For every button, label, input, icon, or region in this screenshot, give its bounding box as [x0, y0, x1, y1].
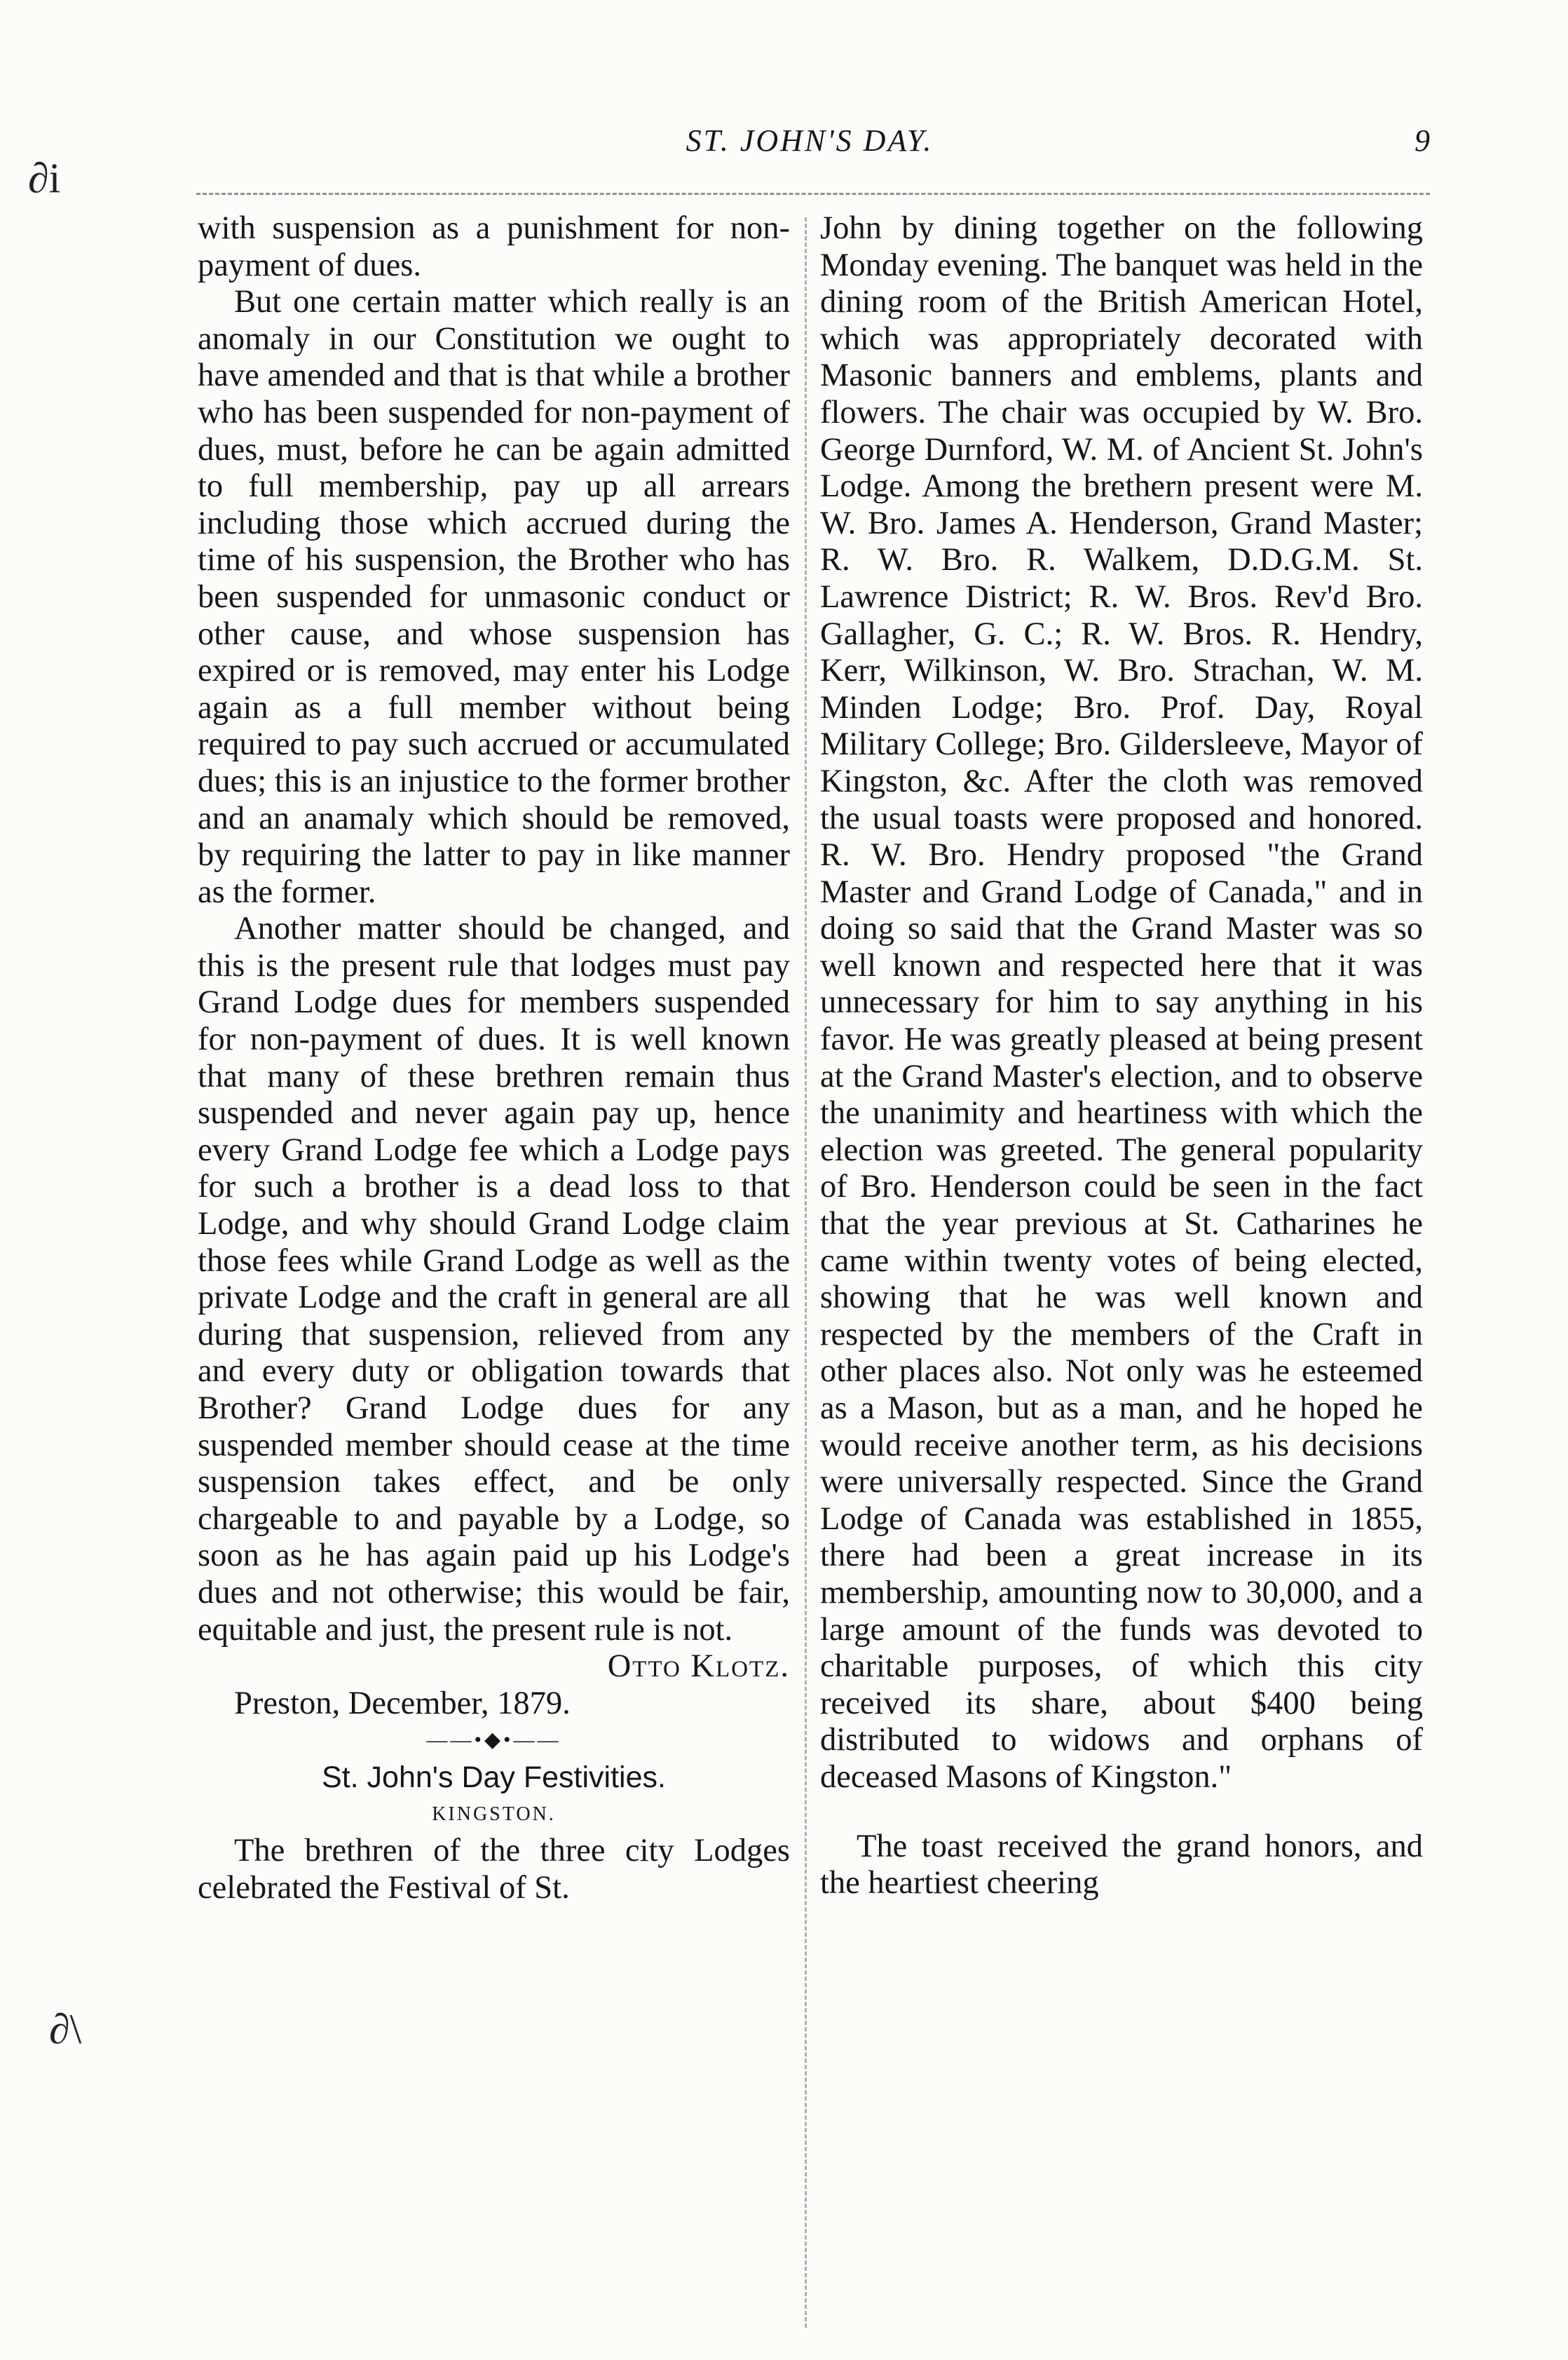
margin-mark-top: ∂i: [28, 155, 61, 201]
right-paragraph-1: John by dining together on the following Monday evening. The banquet was held in the dining room of the British American Hotel, which was appropriately decorated with Masonic banners and emblems, plants and flowers. The chair was occupied by W. Bro. George Durnford, W. M. of Ancient St. John's Lodge. Among the brethern present were M. W. Bro. James A. Henderson, Grand Master; R. W. Bro. R. Walkem, D.D.G.M. St. Lawrence District; R. W. Bros. Rev'd Bro. Gallagher, G. C.; R. W. Bros. R. Hendry, Kerr, Wilkinson, W. Bro. Strachan, W. M. Minden Lodge; Bro. Prof. Day, Royal Military College; Bro. Gildersleeve, Mayor of Kingston, &c. After the cloth was removed the usual toasts were proposed and honored. R. W. Bro. Hendry proposed "the Grand Master and Grand Lodge of Canada," and in doing so said that the Grand Master was so well known and respected here that it was unnecessary for him to say anything in his favor. He was greatly pleased at being present at the Grand Master's election, and to observe the unanimity and heartiness with which the election was greeted. The general popularity of Bro. Henderson could be seen in the fact that the year previous at St. Catharines he came within twenty votes of being elected, showing that he was well known and respected by the members of the Craft in other places also. Not only was he esteemed as a Mason, but as a man, and he hoped he would receive another term, as his decisions were universally respected. Since the Grand Lodge of Canada was established in 1855, there had been a great increase in its membership, amounting now to 30,000, and a large amount of the funds was devoted to charitable purposes, of which this city received its share, about $400 being distributed to widows and orphans of deceased Masons of Kingston.": [820, 210, 1423, 1795]
paragraph-gap: [820, 1796, 1423, 1829]
column-divider: [805, 217, 807, 2328]
left-paragraph-3: Another matter should be changed, and this is the present rule that lodges must pay Grand Lodge dues for members suspended for non-payment of dues. It is well known that many of these brethren remain thus suspended and never again pay up, hence every Grand Lodge fee which a Lodge pays for such a brother is a dead loss to that Lodge, and why should Grand Lodge claim those fees while Grand Lodge as well as the private Lodge and the craft in general are all during that suspension, relieved from any and every duty or obligation towards that Brother? Grand Lodge dues for any suspended member should cease at the time suspension takes effect, and be only chargeable to and payable by a Lodge, so soon as he has again paid up his Lodge's dues and not otherwise; this would be fair, equitable and just, the present rule is not.: [198, 911, 790, 1648]
section-title: St. John's Day Festivities.: [322, 1760, 666, 1794]
margin-mark-bottom: ∂\: [49, 2006, 82, 2052]
right-column: [820, 210, 1423, 1902]
left-column: [198, 210, 790, 1906]
left-paragraph-2: But one certain matter which really is an anomaly in our Constitution we ought to have amended and that is that while a brother who has been suspended for non-payment of dues, must, before he can be again admitted to full membership, pay up all arrears including those which accrued during the time of his suspension, the Brother who has been suspended for unmasonic conduct or other cause, and whose suspension has expired or is removed, may enter his Lodge again as a full member without being required to pay such accrued or accumulated dues; this is an injustice to the former brother and an anamaly which should be removed, by requiring the latter to pay in like manner as the former.: [198, 284, 790, 910]
signature: Otto Klotz.: [607, 1648, 790, 1685]
left-paragraph-1: with suspension as a punishment for non-payment of dues.: [198, 210, 790, 283]
subsection-title: KINGSTON.: [432, 1803, 556, 1825]
page-number: 9: [1414, 123, 1430, 158]
page-header: [189, 123, 1430, 179]
ornament-divider: ——•◆•——: [426, 1728, 561, 1752]
left-closing-paragraph: The brethren of the three city Lodges celebrated the Festival of St.: [198, 1833, 790, 1906]
dateline: Preston, December, 1879.: [234, 1685, 571, 1721]
running-title: ST. JOHN'S DAY.: [686, 123, 934, 158]
right-paragraph-2: The toast received the grand honors, and the heartiest cheering: [820, 1828, 1423, 1901]
header-rule: [196, 193, 1430, 195]
